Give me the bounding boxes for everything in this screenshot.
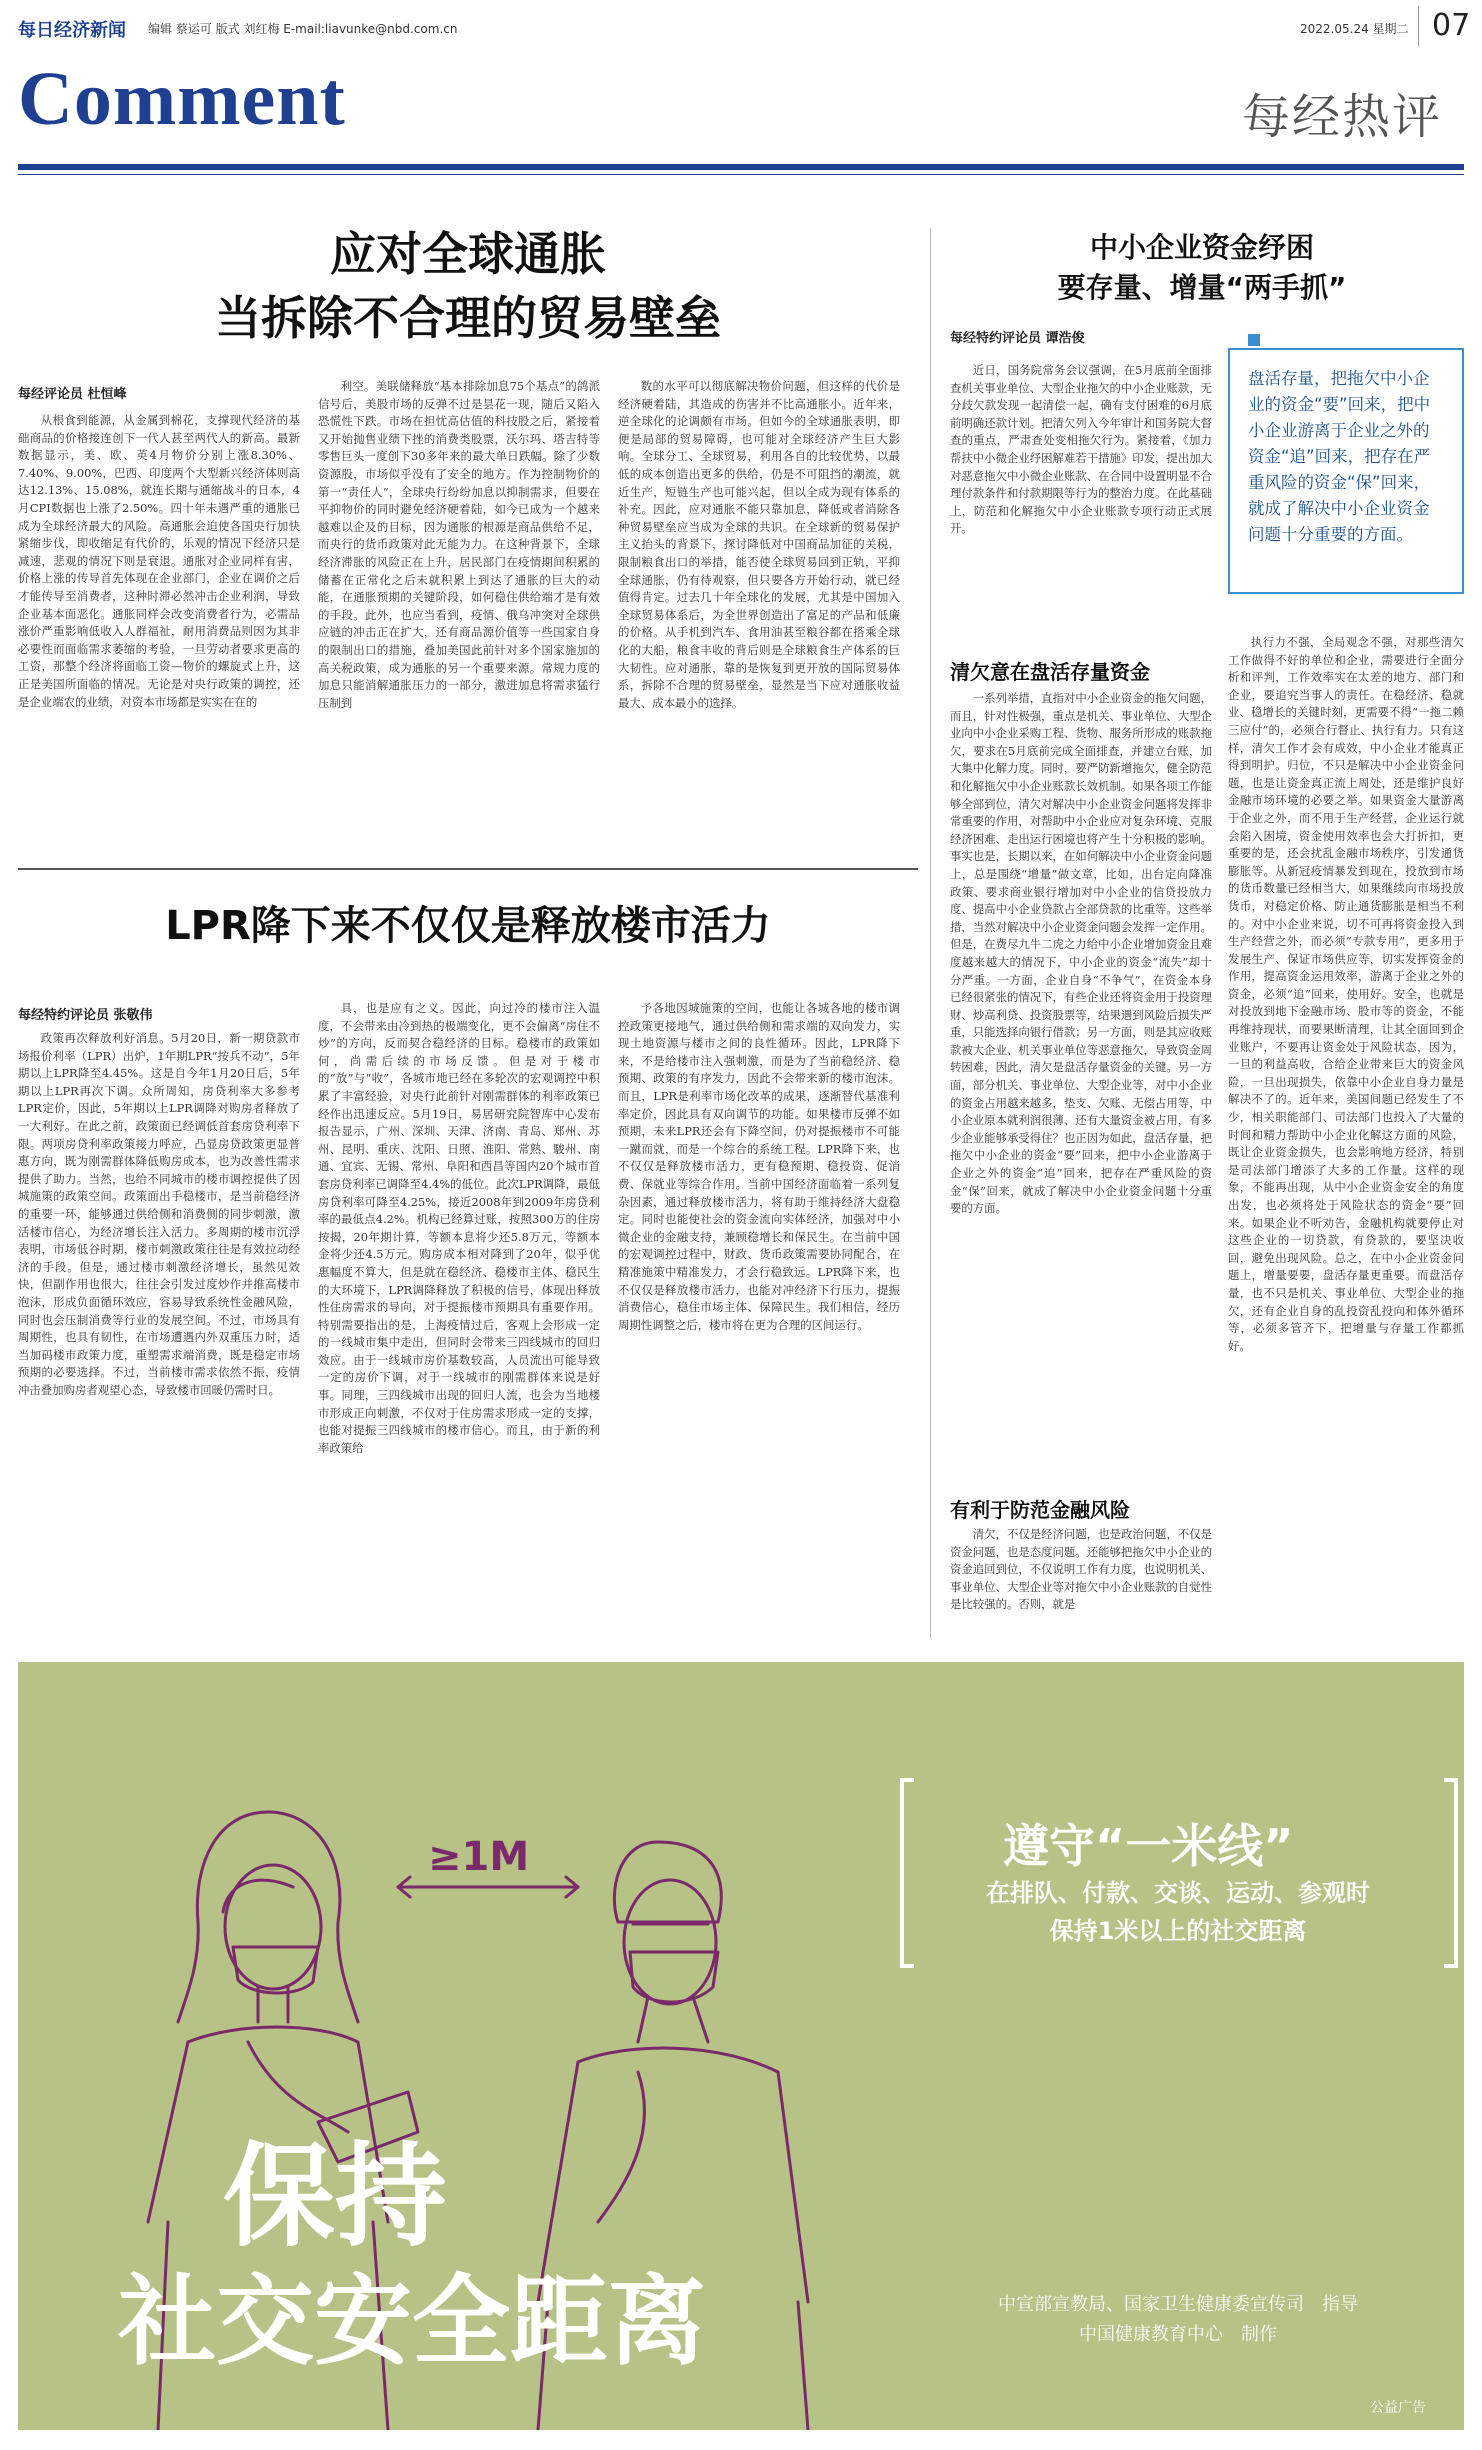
article3-headline (940, 228, 1464, 308)
ad-title: 遵守“一米线” (1003, 1819, 1294, 1873)
article2-column-2 (318, 1000, 600, 1630)
section-header (0, 54, 1482, 164)
distance-label: ≥1M (428, 1834, 530, 1880)
ad-big-line2: 社交安全距离 (118, 2265, 707, 2379)
article2-text-1: 政策再次释放利好消息。5月20日，新一期贷款市场报价利率（LPR）出炉，1年期LPR“按兵不动”，5年期以上LPR降至4.45%。这是自今年1月20日后，5年期以上LPR再次下调。众所周知，房贷利率大多参考LPR定价，因此，5年期以上LPR调降对购房者释放了一大利好。在此之前，政策面已经调低首套房贷利率下限。两项房贷利率政策接力呼应，凸显房贷政策更显普惠方向，既为刚需群体降低购房成本，也为改善性需求提供了助力。当然，也给不同城市的楼市调控提供了因城施策的政策空间。政策面出手稳楼市，是当前稳经济的重要一环，能够通过供给侧和消费侧的同步刺激，激活楼市信心，为经济增长注入活力。多周期的楼市沉浮表明，市场低谷时期，楼市刺激政策往往是有效拉动经济的手段。但是，通过楼市刺激经济增长，虽然见效快，但副作用也很大，往往会引发过度炒作并推高楼市泡沫，形成负面循环效应，容易导致系统性金融风险，同时也会压制消费等行业的发展空间。不过，市场具有周期性，也具有韧性，在市场遭遇内外双重压力时，适当加码楼市政策力度，重塑需求端消费，既是稳定市场预期的必要选择。不过，当前楼市需求依然不振，疫情冲击叠加购房者观望心态，导致楼市回暖仍需时日。 (18, 1031, 300, 1397)
article1-column-1 (18, 412, 300, 852)
article1-headline-line1: 应对全球通胀 (330, 227, 606, 281)
article3-text-c: 执行力不强，全局观念不强，对那些清欠工作做得不好的单位和企业，需要进行全面分析和评判，工作效率实在太差的地方、部门和企业，要追究当事人的责任。在稳经济、稳就业、稳增长的关键时刻，更需要不得“一拖二赖三应付”的，必须合行督止、执行有力。只有这样，清欠工作才会有成效，中小企业才能真正得到明护。归位，不只是解决中小企业资金问题，也是让资金真正流上周处，还是维护良好金融市场环境的必要之举。如果资金大量游离于企业之外，而不用于生产经营，企业运行就会陷入困境，资金使用效率也会大打折扣，更重要的是，还会扰乱金融市场秩序，引发通货膨胀等。从新冠疫情暴发到现在，投放到市场的货币数量已经相当大，如果继续向市场投放货币，对稳定价格、防止通货膨胀是相当不利的。对中小企业来说，切不可再将资金投入到生产经营之外，而必须“专款专用”，更多用于发展生产、保证市场供应等，切实发挥资金的作用，提高资金运用效率，游离于企业之外的资金，必须“追”回来，使用好。安全，也就是对投放到地下金融市场、股市等的资金，不能再维持现状，而要果断清理，让其全面回到企业账户，不要再让资金处于风险状态，因为，一旦的利益高收，合给企业带来巨大的资金风险，一旦出现损失，依靠中小企业自身力量是解决不了的。近年来，美国间题已经发生了不少，相关职能部门、司法部门也投入了大量的时间和精力帮助中小企业化解这方面的风险，既让企业资金损失，也会影响地方经济，特别是司法部门增添了大多的工作量。这样的现象，不能再出现，从中小企业资金安全的角度出发，也必须将处于风险状态的资金“要”回来。如果企业不听劝告，金融机构就要停止对这些企业的一切贷款，有贷款的，要坚决收回，避免出现风险。总之，在中小企业资金问题上，增量要要，盘活存量更重要。而盘活存量，也不只是机关、事业单位、大型企业的拖欠，还有企业自身的乱投资乱投向和体外循环等，必须多管齐下，把增量与存量工作都抓好。 (1228, 635, 1464, 1353)
article3-text-a: 一系列举措，直指对中小企业资金的拖欠问题，而且，针对性极强，重点是机关、事业单位、大型企业向中小企业采购工程、货物、服务所形成的账款拖欠，要求在5月底前完成全面排查，并建立台账，加大集中化解力度。同时，要严防新增拖欠，健全防范和化解拖欠中小企业账款长效机制。如果各项工作能够全部到位，清欠对解决中小企业资金问题将发挥非常重要的作用，对帮助中小企业应对复杂环境、克服经济困难、走出运行困境也将产生十分积极的影响。事实也是，长期以来，在如何解决中小企业资金问题上，总是围绕“增量”做文章，比如，出台定向降准政策、要求商业银行增加对中小企业的信贷投放力度、提高中小企业贷款占全部贷款的比重等。这些举措，当然对解决中小企业资金问题会发挥一定作用。但是，在费尽九牛二虎之力给中小企业增加资金且难度越来越大的情况下，中小企业的资金“流失”却十分严重。一方面，企业自身“不争气”，在资金本身已经很紧张的情况下，有些企业还将资金用于投资理财、炒高利贷、投资股票等，结果遇到风险后损失严重，只能选择向银行借款；另一方面，则是其应收账款被大企业、机关事业单位等恶意拖欠，导致资金周转困难，因此，清欠是盘活存量资金的关键。另一方面，部分机关、事业单位、大型企业等，对中小企业的资金占用越来越多，垫支、欠账、无偿占用等，中小企业原本就利润很薄、还有大量资金被占用，有多少企业能够承受得住？也正因为如此，盘活存量，把拖欠中小企业的资金“要”回来，把中小企业游离于企业之外的资金“追”回来，把存在严重风险的资金“保”回来，就成了解决中小企业资金问题十分重要的方面。 (950, 691, 1212, 1216)
bracket-right-bottom (1444, 1964, 1458, 1968)
section-title-chinese: 每经热评 (1242, 89, 1443, 145)
issue-date: 2022.05.24 星期二 (1300, 22, 1409, 36)
bracket-right-top (1444, 1778, 1458, 1782)
article1-text-3: 数的水平可以彻底解决物价问题，但这样的代价是经济硬着陆，其造成的伤害并不比高通胀小。近年来，逆全球化的论调颇有市场。但如今的全球通胀表明，即便是局部的贸易障碍，也可能对全球经济产生巨大影响。全球分工、全球贸易，利用各自的比较优势，以最低的成本创造出更多的供给，仍是不可阻挡的潮流，就近生产，短链生产也可能兴起，但以全成为现有体系的补充。因此，应对通胀不能只靠加息，降低或者消除各种贸易壁垒应当成为全球的共识。在全球新的贸易保护主义抬头的背景下，探讨降低对中国商品加征的关税，限制粮食出口的举措，能否使全球贸易回到正轨，平抑全球通胀，仍有待观察，但只要各方开始行动，就已经值得肯定。过去几十年全球化的发展，尤其是中国加入全球贸易体系后，为全世界创造出了富足的产品和低廉的价格。从手机到汽车、食用油甚至粮谷都在搭乘全球化的大船，粮食丰收的背后则是全球粮食生产体系的巨大韧性。应对通胀，靠的是恢复到更开放的国际贸易体系，拆除不合理的贸易壁垒，显然是当下应对通胀收益最大、成本最小的选择。 (618, 379, 900, 710)
section-title-english: Comment (18, 57, 346, 141)
article3-text-b: 清欠，不仅是经济问题，也是政治问题，不仅是资金问题，也是态度问题。还能够把拖欠中小企业的资金追回到位，不仅说明工作有力度，也说明机关、事业单位、大型企业等对拖欠中小企业账款的自觉性是比较强的。否则，就是 (950, 1527, 1212, 1612)
article1-text-2: 利空。美联储释放“基本排除加息75个基点”的鸽派信号后，美股市场的反弹不过是昙花一现，随后又陷入恐慌性下跌。市场在担忧高估值的科技股之后，紧接着又开始抛售业绩下挫的消费类股票，沃尔玛、塔吉特等零售巨头一度创下30多年来的最大单日跌幅。除了少数资源股，市场似乎没有了安全的地方。作为控制物价的第一“责任人”，全球央行纷纷加息以抑制需求，但要在平抑物价的同时避免经济硬着陆，如今已成为一个越来越难以企及的目标，因为通胀的根源是商品供给不足，而央行的货币政策对此无能为力。在这种背景下，全球经济滞胀的风险正在上升，居民部门在疫情期间积累的储蓄在正常化之后未就积累上到达了通胀的巨大的动能，在通胀预期的关键阶段，如何稳住供给端才是有效的手段。此外，也应当看到，疫情、俄乌冲突对全球供应链的冲击正在扩大，还有商品源价值等一些国家自身的限制出口的措施，叠加美国此前针对多个国家施加的高关税政策，成为通胀的另一个重要来源。常规力度的加息只能消解通胀压力的一部分，激进加息将需求猛行压制到 (318, 379, 600, 710)
pull-quote-marker (1248, 334, 1260, 346)
ad-big-line1: 保持 (223, 2132, 447, 2262)
article-divider (18, 868, 918, 870)
pull-quote: 盘活存量，把拖欠中小企业的资金“要”回来，把中小企业游离于企业之外的资金“追”回来，把存在严重风险的资金“保”回来，就成了解决中小企业资金问题十分重要的方面。 (1228, 348, 1464, 594)
staff-credits: 编辑 蔡运可 版式 刘红梅 E-mail:liavunke@nbd.com.cn (148, 22, 458, 36)
article1-byline: 每经评论员 杜恒峰 (18, 387, 127, 402)
bracket-left (900, 1778, 904, 1968)
ad-credit-line1: 中宣部宣教局、国家卫生健康委宣传司 指导 (998, 2294, 1358, 2315)
page-number: 07 (1432, 8, 1471, 43)
masthead (0, 0, 1482, 54)
article2-byline: 每经特约评论员 张敬伟 (18, 1008, 153, 1023)
ad-credits (918, 2290, 1438, 2350)
article3-column-a (950, 690, 1212, 1490)
header-rule (18, 164, 1464, 170)
article1-column-2 (318, 378, 600, 852)
article3-subhead-2: 有利于防范金融风险 (950, 1498, 1130, 1522)
article3-column-b (950, 1526, 1212, 1630)
article2-text-2: 具，也是应有之义。因此，向过冷的楼市注入温度，不会带来由冷到热的极端变化，更不会偏离“房住不炒”的方向，反而契合稳经济的目标。稳楼市的政策如何，尚需后续的市场反馈。但是对于楼市的“放”与“收”，各城市地已经在多轮次的宏观调控中积累了丰富经验，对央行此前针对刚需群体的利率政策已经作出迅速反应。5月19日，易居研究院智库中心发布报告显示，广州、深圳、天津、济南、青岛、郑州、苏州、昆明、重庆、沈阳、日照、淮阳、常熟、駿州、南通、宜宾、无锡、常州、阜阳和西昌等国内20个城市首套房贷利率已调降至4.4%的低位。此次LPR调降，最低房贷利率可降至4.25%，接近2008年到2009年房贷利率的最低点4.2%。机构已经算过账，按照300万的住房按揭，20年期计算，等额本息将少还5.8万元，等额本金将少还4.5万元。购房成本相对降到了20年，似乎优惠幅度不算大，但是就在稳经济、稳楼市主体、稳民生的大环境下，LPR调降释放了积极的信号，体现出释放性住房需求的导向，对于提振楼市预期具有重要作用。特别需要指出的是，上海疫情过后，客观上会形成一定的一线城市集中走出，但同时会带来三四线城市的回归效应。由于一线城市房价基数较高，人员流出可能导致一定的房价下调，对于一线城市的刚需群体来说是好事。同理，三四线城市出现的回归人流，也会为当地楼市形成正向刺激，不仅对于住房需求形成一定的支撑，也能对提振三四线城市的楼市信心。而且，由于新的利率政策给 (318, 1001, 600, 1455)
article2-text-3: 予各地因城施策的空间，也能让各城各地的楼市调控政策更接地气，通过供给侧和需求端的双向发力，实现土地资源与楼市之间的良性循环。因此，LPR降下来，不是给楼市注入强刺激，而是为了当前稳经济、稳预期、政策的有序发力，因此不会带来新的楼市泡沫。而且，LPR是利率市场化改革的成果，逐渐替代基准利率定价，因此具有双向调节的功能。如果楼市反弹不如预期，未来LPR还会有下降空间，仍对提振楼市不可能一蹴而就，而是一个综合的系统工程。LPR降下来，也不仅仅是释放楼市活力，更有稳预期、稳投资、促消费、保就业等综合作用。当前中国经济面临着一系列复杂因素，通过释放楼市活力，将有助于维持经济大盘稳定。同时也能使社会的资金流向实体经济，加强对中小微企业的金融支持，兼顾稳增长和保民生。在当前中国的宏观调控过程中，财政、货币政策需要协同配合，在精准施策中精准发力，才会行稳致远。LPR降下来，也不仅仅是释放楼市活力，也能对冲经济下行压力，提振消费信心，稳住市场主体、保障民生。我们相信，经历周期性调整之后，楼市将在更为合理的区间运行。 (618, 1001, 900, 1332)
article2-column-1 (18, 1030, 300, 1630)
article3-headline-line1: 中小企业资金纾困 (1089, 231, 1314, 264)
article3-intro (950, 362, 1212, 642)
ad-tag: 公益广告 (1370, 2400, 1426, 2416)
masthead-divider (1418, 6, 1419, 46)
article2-headline: LPR降下来不仅仅是释放楼市活力 (165, 903, 771, 949)
article2-column-3 (618, 1000, 900, 1630)
article1-headline (18, 222, 918, 350)
bracket-left-top (900, 1778, 914, 1782)
ad-subtitle-line1: 在排队、付款、交谈、运动、参观时 (986, 1879, 1370, 1907)
ad-subtitle (918, 1874, 1438, 1950)
public-service-ad (18, 1662, 1464, 2430)
article1-headline-line2: 当拆除不合理的贸易壁垒 (215, 291, 721, 345)
article3-intro-text: 近日，国务院常务会议强调，在5月底前全面排查机关事业单位、大型企业拖欠的中小企业账款，无分歧欠款发现一起清偿一起，确有支付困难的6月底前明确还款计划。把清欠列入今年审计和国务院大督查的重点，严肃查处变相拖欠行为。紧接着，《加力帮扶中小微企业纾困解难若干措施》印发，提出加大对恶意拖欠中小微企业账款、在合同中设置明显不合理付款条件和付款期限等行为的整治力度。在此基础上，防范和化解拖欠中小企业账款专项行动正式展开。 (950, 363, 1212, 536)
article3-subhead-1: 清欠意在盘活存量资金 (950, 660, 1150, 684)
article3-column-c (1228, 634, 1464, 1630)
article3-headline-line2: 要存量、增量“两手抓” (1057, 271, 1347, 304)
paper-name: 每日经济新闻 (18, 20, 126, 41)
article1-column-3 (618, 378, 900, 852)
article1-text-1: 从根食到能源，从金属到棉花，支撑现代经济的基础商品的价格接连创下一代人甚至两代人的新高。最新数据显示，美、欧、英4月物价分别上涨8.30%、7.40%、9.00%，巴西、印度两个大型新兴经济体则高达12.13%、15.08%，就连长期与通缩战斗的日本，4月CPI数据也上涨了2.50%。四十年未遇严重的通胀已成为全球经济最大的风险。高通胀会迫使各国央行加快紧缩步伐，即收缩足有代价的，乐观的情况下经济只是减速，悲观的情况下则是衰退。通胀对企业同样有害，价格上涨的传导首先体现在企业部门，企业在调价之后才能传导至消费者，这种时滞必然冲击企业利润，导致企业基本面恶化。通胀同样会改变消费者行为，必需品涨价严重影响低收入人群福祉，耐用消费品则因为其非必要性而面临需求萎缩的考验，一旦劳动者要求更高的工资，那整个经济将面临工资—物价的螺旋式上升，这正是美国所面临的情况。无论是对央行政策的调控，还是企业端农的业绩，对资本市场都是实实在在的 (18, 413, 300, 709)
ad-credit-line2: 中国健康教育中心 制作 (1079, 2324, 1277, 2345)
ad-subtitle-line2: 保持1米以上的社交距离 (1049, 1917, 1307, 1945)
article3-byline: 每经特约评论员 谭浩俊 (950, 331, 1085, 346)
header-rule-thin (18, 174, 1464, 175)
bracket-left-bottom (900, 1964, 914, 1968)
column-divider (930, 228, 931, 1638)
bracket-right (1454, 1778, 1458, 1968)
